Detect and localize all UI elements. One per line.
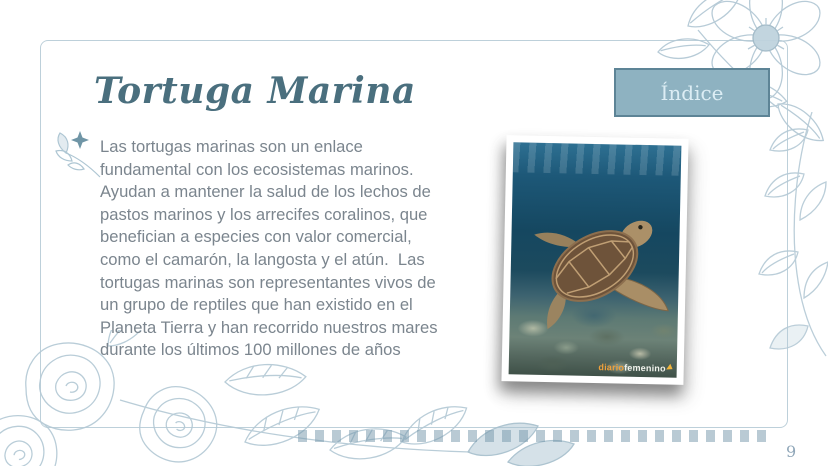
body-paragraph: Las tortugas marinas son un enlace fundamental con los ecosistemas marinos. Ayudan a mantener la salud de los lechos de pastos marinos y los arrecifes coralinos, que benefician a especies con valor comercial, como el camarón, la langosta y el atún. Las tortugas marinas son representantes vivos de un grupo de reptiles que han existido en el Planeta Tierra y han recorrido nuestros mares durante los últimos 100 millones de años <box>100 137 443 360</box>
dash-strip-decoration <box>298 430 766 442</box>
page-title: Tortuga Marina <box>94 70 416 112</box>
turtle-illustration <box>509 142 682 377</box>
watermark-secondary: femenino <box>624 362 666 374</box>
index-button[interactable]: Índice <box>614 68 770 117</box>
watermark-primary: diario <box>598 362 625 373</box>
turtle-photo <box>501 135 688 385</box>
watermark <box>598 362 673 374</box>
page-number: 9 <box>786 442 797 461</box>
turtle-photo-image <box>509 142 682 377</box>
